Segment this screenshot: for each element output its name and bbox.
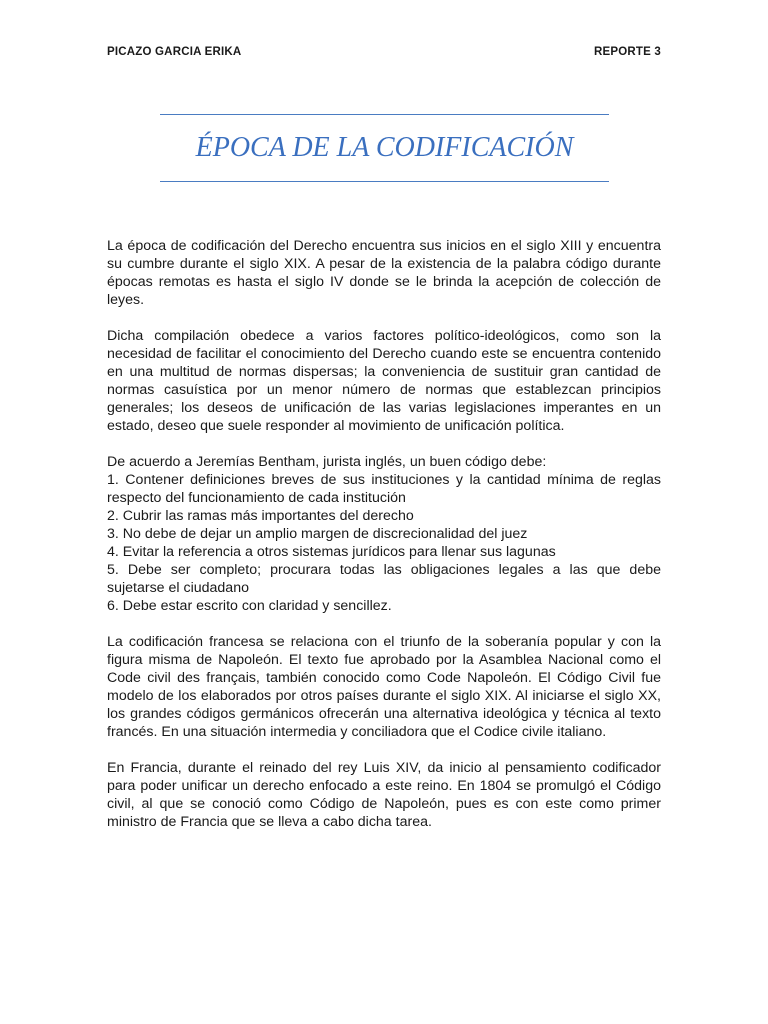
document-body	[107, 237, 661, 849]
list-item: 1. Contener definiciones breves de sus instituciones y la cantidad mínima de reglas respecto del funcionamiento de cada institución	[107, 472, 661, 506]
title-block	[160, 114, 609, 182]
author-name: PICAZO GARCIA ERIKA	[107, 46, 242, 58]
paragraph-5: En Francia, durante el reinado del rey Luis XIV, da inicio al pensamiento codificador para poder unificar un derecho enfocado a este reino. En 1804 se promulgó el Código civil, al que se conoció como Código de Napoleón, pues es con este como primer ministro de Francia que se lleva a cabo dicha tarea.	[107, 760, 661, 830]
page-header	[107, 46, 661, 58]
paragraph-2: Dicha compilación obedece a varios factores político-ideológicos, como son la necesidad de facilitar el conocimiento del Derecho cuando este se encuentra contenido en una multitud de normas dispersas; la conveniencia de sustituir gran cantidad de normas casuística por un menor número de normas que establezcan principios generales; los deseos de unificación de las varias legislaciones imperantes en un estado, deseo que suele responder al movimiento de unificación política.	[107, 328, 661, 434]
list-item: 6. Debe estar escrito con claridad y sencillez.	[107, 598, 392, 614]
list-intro: De acuerdo a Jeremías Bentham, jurista inglés, un buen código debe:	[107, 454, 547, 470]
page-title: ÉPOCA DE LA CODIFICACIÓN	[195, 132, 574, 163]
bentham-list	[107, 453, 661, 615]
title-bottom-rule	[160, 181, 609, 182]
report-label: REPORTE 3	[594, 46, 661, 58]
paragraph-1: La época de codificación del Derecho encuentra sus inicios en el siglo XIII y encuentra su cumbre durante el siglo XIX. A pesar de la existencia de la palabra código durante épocas remotas es hasta el siglo IV donde se le brinda la acepción de colección de leyes.	[107, 238, 661, 308]
paragraph-4: La codificación francesa se relaciona con el triunfo de la soberanía popular y con la figura misma de Napoleón. El texto fue aprobado por la Asamblea Nacional como el Code civil des français, también conocido como Code Napoleón. El Código Civil fue modelo de los elaborados por otros países durante el siglo XIX. Al iniciarse el siglo XX, los grandes códigos germánicos ofrecerán una alternativa ideológica y técnica al texto francés. En una situación intermedia y conciliadora que el Codice civile italiano.	[107, 634, 661, 740]
list-item: 3. No debe de dejar un amplio margen de discrecionalidad del juez	[107, 526, 528, 542]
list-item: 5. Debe ser completo; procurara todas las obligaciones legales a las que debe sujetarse el ciudadano	[107, 562, 661, 596]
list-item: 4. Evitar la referencia a otros sistemas jurídicos para llenar sus lagunas	[107, 544, 556, 560]
list-item: 2. Cubrir las ramas más importantes del derecho	[107, 508, 414, 524]
